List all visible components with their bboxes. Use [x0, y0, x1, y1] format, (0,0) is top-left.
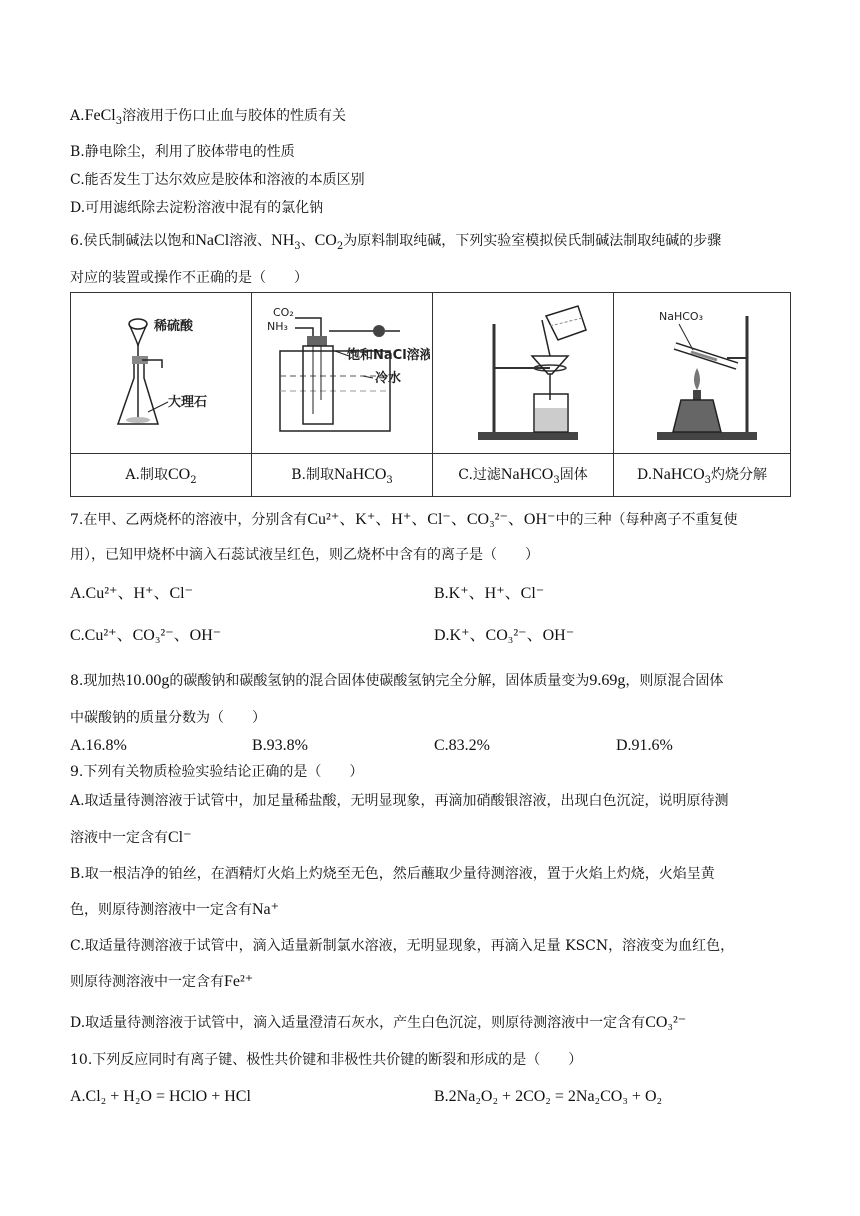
apparatus-d-cell [614, 293, 791, 454]
q9-option-d: D.取适量待测溶液于试管中，滴入适量澄清石灰水，产生白色沉淀，则原待测溶液中一定含有CO₃²⁻ [70, 1014, 687, 1031]
caption-b: B.制取NaHCO$_3$ [252, 454, 433, 497]
q5-option-c: C.能否发生丁达尔效应是胶体和溶液的本质区别 [70, 172, 365, 188]
q5-option-b: B.静电除尘，利用了胶体带电的性质 [70, 144, 295, 160]
label-nh3: NH₃ [266, 320, 288, 333]
caption-a: A.制取$CO_2$ [71, 454, 252, 497]
label-co2: CO₂ [272, 306, 294, 319]
q8-stem-line1: 8.现加热10.00g的碳酸钠和碳酸氢钠的混合固体使碳酸氢钠完全分解，固体质量变为9.69g，则原混合固体 [70, 672, 724, 689]
q7-option-a: A.Cu²⁺、H⁺、Cl⁻ [70, 585, 194, 602]
label-cold-water: 冷水 [374, 371, 401, 386]
q10-option-b: B.2Na₂O₂ + 2CO₂ = 2Na₂CO₃ + O₂ [434, 1088, 663, 1105]
q6-apparatus-table [70, 292, 791, 497]
q8-option-a: A.16.8% [70, 737, 127, 754]
q5-option-d: D.可用滤纸除去淀粉溶液中混有的氯化钠 [70, 200, 324, 216]
label-nahco3: NaHCO₃ [659, 310, 703, 323]
q9-option-a-line2: 溶液中一定含有Cl⁻ [70, 829, 192, 846]
label-dilute-sulfuric-acid: 稀硫酸 [154, 319, 194, 334]
q5-option-a: A.FeCl$_3$溶液用于伤口止血与胶体的性质有关 [70, 107, 347, 127]
q8-stem-line2: 中碳酸钠的质量分数为（ ） [70, 710, 266, 726]
q9-option-a-line1: A.取适量待测溶液于试管中，加足量稀盐酸，无明显现象，再滴加硝酸银溶液，出现白色沉淀，说明原待测 [70, 793, 729, 809]
apparatus-a-cell [71, 293, 252, 454]
q7-stem-line2: 用），已知甲烧杯中滴入石蕊试液呈红色，则乙烧杯中含有的离子是（ ） [70, 547, 539, 563]
q9-option-c-line1: C.取适量待测溶液于试管中，滴入适量新制氯水溶液，无明显现象，再滴入足量 KSCN，溶液变为血红色， [70, 938, 735, 954]
q9-stem: 9.下列有关物质检验实验结论正确的是（ ） [70, 764, 364, 780]
q9-option-c-line2: 则原待测溶液中一定含有Fe²⁺ [70, 973, 254, 990]
apparatus-b-cell [252, 293, 433, 454]
label-marble: 大理石 [168, 395, 208, 410]
co2-generator-diagram [76, 296, 246, 446]
q10-option-a: A.Cl₂ + H₂O = HClO + HCl [70, 1088, 251, 1105]
q8-option-d: D.91.6% [616, 737, 673, 754]
caption-c: C.过滤NaHCO$_3$固体 [433, 454, 614, 497]
q9-option-b-line2: 色，则原待测溶液中一定含有Na⁺ [70, 901, 280, 918]
q7-stem-line1: 7.在甲、乙两烧杯的溶液中，分别含有Cu²⁺、K⁺、H⁺、Cl⁻、CO₃²⁻、OH⁻中的三种（每种离子不重复使 [70, 511, 738, 528]
q6-stem-line2: 对应的装置或操作不正确的是（ ） [70, 270, 308, 286]
q10-stem: 10.下列反应同时有离子键、极性共价键和非极性共价键的断裂和形成的是（ ） [70, 1052, 583, 1068]
nahco3-preparation-diagram [255, 296, 430, 446]
q8-option-c: C.83.2% [434, 737, 490, 754]
q9-option-b-line1: B.取一根洁净的铂丝，在酒精灯火焰上灼烧至无色，然后蘸取少量待测溶液，置于火焰上灼烧，火焰呈黄 [70, 866, 715, 882]
filtration-diagram [438, 296, 608, 446]
q8-option-b: B.93.8% [252, 737, 308, 754]
heating-decomposition-diagram [617, 296, 787, 446]
caption-d: D.NaHCO$_3$灼烧分解 [614, 454, 791, 497]
q6-stem-line1: 6.侯氏制碱法以饱和NaCl溶液、$NH_3$、$CO_2$为原料制取纯碱，下列实验室模拟侯氏制碱法制取纯碱的步骤 [70, 232, 722, 252]
q7-option-d: D.K⁺、CO₃²⁻、OH⁻ [434, 627, 575, 644]
apparatus-c-cell [433, 293, 614, 454]
label-saturated-nacl: 饱和NaCl溶液 [346, 348, 430, 363]
q7-option-b: B.K⁺、H⁺、Cl⁻ [434, 585, 545, 602]
q7-option-c: C.Cu²⁺、CO₃²⁻、OH⁻ [70, 627, 222, 644]
